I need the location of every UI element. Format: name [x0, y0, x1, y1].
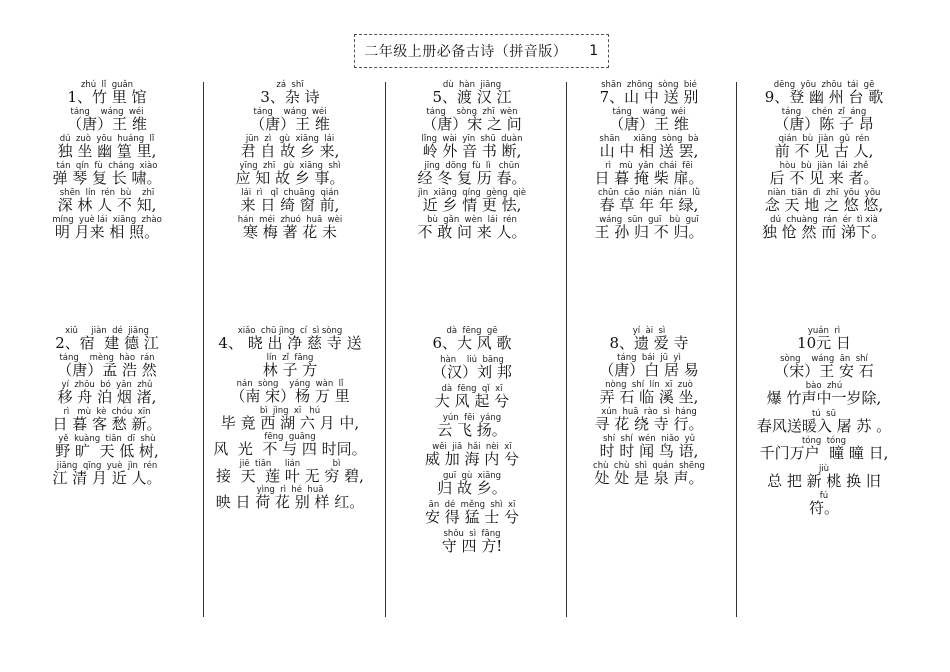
- poem-line: [201, 405, 379, 432]
- poem-line: [560, 434, 738, 460]
- hanzi-text: 移 舟 泊 烟 渚,: [57, 388, 157, 406]
- poem-line: [201, 432, 379, 458]
- pinyin-text: hòu bù jiàn lái zhě: [779, 161, 869, 171]
- hanzi-text: 守 四 方!: [441, 537, 503, 555]
- poem-title-line: [735, 326, 913, 352]
- poem-line: [18, 407, 196, 433]
- pinyin-text: yí ài sì: [632, 326, 666, 336]
- pinyin-text: táng wáng wéi: [612, 107, 686, 117]
- hanzi-text: 弄 石 临 溪 坐,: [599, 388, 699, 406]
- hanzi-text: 后 不 见 来 者。: [769, 169, 879, 187]
- poem-line: [383, 134, 561, 160]
- hanzi-text: 王 孙 归 不 归。: [594, 223, 704, 241]
- poem-line: [383, 215, 561, 241]
- poem-line: [18, 461, 196, 487]
- pinyin-text: qián bù jiàn gǔ rén: [778, 134, 870, 144]
- pinyin-text: míng yuè lái xiāng zhào: [52, 215, 162, 225]
- poem-line: [735, 188, 913, 214]
- pinyin-text: táng wáng wéi: [70, 107, 144, 117]
- poem-line: [735, 134, 913, 160]
- poem-line: [18, 188, 196, 214]
- poem-line: [735, 107, 913, 133]
- pinyin-text: sòng wáng ān shí: [780, 353, 868, 364]
- pinyin-text: tán qín fù cháng xiào: [56, 161, 158, 171]
- poem-line: [201, 458, 379, 485]
- hanzi-text: 江 清 月 近 人。: [52, 469, 162, 487]
- pinyin-text: hán méi zhuó huā wèi: [237, 215, 343, 225]
- hanzi-text: （汉）刘 邦: [432, 363, 512, 381]
- pinyin-text: xiǔ jiàn dé jiāng: [65, 326, 149, 336]
- hanzi-text: 1、竹 里 馆: [67, 88, 147, 106]
- poem-title-line: [383, 326, 561, 352]
- hanzi-text: 5、渡 汉 江: [432, 88, 512, 106]
- poem-line: [18, 353, 196, 379]
- poem-line: [383, 471, 561, 497]
- poem-line: [18, 107, 196, 133]
- pinyin-text: lín zǐ fāng: [266, 352, 314, 363]
- poem-line: [735, 161, 913, 187]
- poem-line: [560, 134, 738, 160]
- hanzi-text: 10元 日: [797, 334, 851, 352]
- hanzi-text: 弹 琴 复 长 啸。: [52, 169, 162, 187]
- pinyin-text: táng sòng zhī wèn: [426, 107, 518, 117]
- poem-line: [18, 134, 196, 160]
- pinyin-text: bì jìng xī hú: [259, 405, 321, 416]
- poem-title-line: [735, 80, 913, 106]
- pinyin-text: yí zhōu bó yān zhǔ: [61, 380, 153, 390]
- pinyin-text: xiǎo chū jìng cí sì sòng: [237, 326, 343, 336]
- hanzi-text: 7、山 中 送 别: [599, 88, 699, 106]
- pinyin-text: xún huā rào sì háng: [601, 407, 697, 417]
- poem-line: [18, 215, 196, 241]
- pinyin-text: bù gǎn wèn lái rén: [427, 215, 517, 225]
- pinyin-text: niàn tiān dì zhī yōu yōu: [767, 188, 881, 198]
- hanzi-text: 安 得 猛 士 兮: [424, 508, 520, 526]
- pinyin-text: yīng zhī gù xiāng shì: [239, 161, 341, 171]
- hanzi-text: 3、杂 诗: [260, 88, 320, 106]
- pinyin-text: jiāng qīng yuè jìn rén: [56, 461, 158, 471]
- pinyin-text: lái rì qǐ chuāng qián: [241, 188, 339, 198]
- hanzi-text: 山 中 相 送 罢,: [599, 142, 699, 160]
- hanzi-text: 念 天 地 之 悠 悠,: [764, 196, 884, 214]
- hanzi-text: 日 暮 掩 柴 扉。: [594, 169, 704, 187]
- pinyin-text: táng mèng hào rán: [59, 353, 155, 363]
- hanzi-text: 风 光 不 与 四 时同。: [213, 440, 367, 458]
- pinyin-text: dú zuò yōu huáng lǐ: [59, 134, 155, 144]
- hanzi-text: 独 怆 然 而 涕下。: [761, 223, 887, 241]
- poem-line: [383, 500, 561, 526]
- poem-line: [383, 161, 561, 187]
- hanzi-text: 千门万户 曈 曈 日,: [759, 444, 889, 462]
- pinyin-text: yuán rì: [807, 326, 841, 336]
- pinyin-text: dú chuàng rán ér tì xià: [770, 215, 878, 225]
- pinyin-text: táng wáng wéi: [253, 107, 327, 117]
- poem-line: [201, 134, 379, 160]
- poem-title-line: [560, 80, 738, 106]
- hanzi-text: （宋）王 安 石: [774, 361, 874, 380]
- hanzi-text: 爆 竹声中一岁除,: [766, 389, 882, 407]
- hanzi-text: （唐）宋 之 问: [422, 115, 522, 133]
- pinyin-text: zá shī: [276, 80, 304, 90]
- hanzi-text: 威 加 海 内 兮: [424, 450, 520, 468]
- hanzi-text: 来 日 绮 窗 前,: [240, 196, 340, 214]
- pinyin-text: bào zhú: [805, 381, 843, 391]
- hanzi-text: 寒 梅 著 花 未: [242, 223, 338, 241]
- hanzi-text: 独 坐 幽 篁 里,: [57, 142, 157, 160]
- poem-line: [201, 161, 379, 187]
- page-title: 二年级上册必备古诗（拼音版）: [364, 44, 568, 60]
- pinyin-text: tóng tóng: [801, 436, 847, 446]
- hanzi-text: 归 故 乡。: [437, 479, 507, 497]
- poem-line: [560, 461, 738, 487]
- pinyin-text: chù chù shì quán shēng: [593, 461, 705, 471]
- pinyin-text: lǐng wài yīn shū duàn: [421, 134, 523, 144]
- poem-line: [735, 215, 913, 241]
- pinyin-text: nán sòng yáng wàn lǐ: [236, 379, 344, 389]
- poem-line: [560, 107, 738, 133]
- hanzi-text: 总 把 新 桃 换 旧: [767, 471, 881, 490]
- hanzi-text: 经 冬 复 历 春。: [417, 169, 527, 187]
- hanzi-text: （唐）孟 浩 然: [57, 361, 157, 379]
- poem-line: [201, 188, 379, 214]
- pinyin-text: táng chén zǐ áng: [781, 107, 867, 117]
- pinyin-text: ān dé měng shì xī: [428, 500, 516, 510]
- poem-line: [735, 408, 913, 435]
- hanzi-text: 时 时 闻 鸟 语,: [599, 442, 699, 460]
- hanzi-text: 日 暮 客 愁 新。: [52, 415, 162, 433]
- pinyin-text: dēng yōu zhōu tái gē: [773, 80, 875, 90]
- poem-line: [201, 352, 379, 379]
- pinyin-text: shǒu sì fāng: [443, 529, 501, 539]
- poem-line: [383, 529, 561, 555]
- poem-line: [201, 215, 379, 241]
- pinyin-text: yún fēi yáng: [442, 413, 502, 423]
- poem-line: [383, 355, 561, 381]
- poem-line: [383, 413, 561, 439]
- poem-line: [560, 407, 738, 433]
- hanzi-text: （唐）陈 子 昂: [774, 115, 874, 133]
- pinyin-text: rì mù kè chóu xīn: [63, 407, 151, 417]
- hanzi-text: （唐）王 维: [250, 115, 330, 133]
- pinyin-text: zhú lǐ guǎn: [80, 80, 134, 90]
- pinyin-text: yě kuàng tiān dī shù: [58, 434, 156, 444]
- poem-line: [560, 215, 738, 241]
- hanzi-text: 接 天 莲 叶 无 穷 碧,: [216, 466, 364, 485]
- poem-line: [18, 380, 196, 406]
- hanzi-text: 近 乡 情 更 怯,: [422, 196, 522, 214]
- pinyin-text: shēn lín rén bù zhī: [59, 188, 155, 198]
- pinyin-text: jìn xiāng qíng gèng qiè: [417, 188, 527, 198]
- poem-title-line: [18, 326, 196, 352]
- pinyin-text: guī gù xiāng: [442, 471, 502, 481]
- pinyin-text: dà fēng gē: [446, 326, 498, 336]
- poem-line: [383, 384, 561, 410]
- hanzi-text: 寻 花 绕 寺 行。: [594, 415, 704, 433]
- pinyin-text: wēi jiā hǎi nèi xī: [432, 442, 512, 452]
- pinyin-text: jīng dōng fù lì chūn: [424, 161, 520, 171]
- poem-line: [560, 188, 738, 214]
- hanzi-text: 春风送暖入 屠 苏 。: [756, 416, 892, 435]
- hanzi-text: 深 林 人 不 知,: [57, 196, 157, 214]
- hanzi-text: 8、遗 爱 寺: [609, 334, 689, 352]
- poem-line: [383, 188, 561, 214]
- poem-title-line: [201, 80, 379, 106]
- hanzi-text: 明 月来 相 照。: [54, 223, 160, 241]
- hanzi-text: 9、登 幽 州 台 歌: [764, 88, 884, 106]
- hanzi-text: 毕 竟 西 湖 六 月 中,: [220, 413, 360, 432]
- pinyin-text: fēng guāng: [264, 432, 316, 442]
- hanzi-text: 春 草 年 年 绿,: [599, 196, 699, 214]
- hanzi-text: （唐）王 维: [67, 115, 147, 133]
- hanzi-text: 6、大 风 歌: [432, 334, 512, 352]
- pinyin-text: chūn cǎo nián nián lǜ: [598, 188, 700, 198]
- hanzi-text: 2、宿 建 德 江: [55, 334, 159, 352]
- poem-line: [560, 353, 738, 379]
- hanzi-text: 处 处 是 泉 声。: [594, 469, 704, 487]
- poem-line: [735, 491, 913, 517]
- pinyin-text: jiù: [818, 463, 830, 474]
- hanzi-text: 4、 晓 出 净 慈 寺 送: [218, 334, 362, 352]
- pinyin-text: rì mù yǎn chái fēi: [605, 161, 693, 171]
- pinyin-text: shān xiāng sòng bà: [599, 134, 699, 144]
- hanzi-text: 君 自 故 乡 来,: [240, 142, 340, 160]
- poem-line: [560, 380, 738, 406]
- poem-line: [735, 381, 913, 407]
- poem-line: [201, 485, 379, 511]
- pinyin-text: wáng sūn guī bù guī: [599, 215, 699, 225]
- pinyin-text: yìng rì hé huā: [256, 485, 324, 495]
- hanzi-text: 野 旷 天 低 树,: [55, 442, 159, 460]
- poem-title-line: [560, 326, 738, 352]
- poem-line: [18, 434, 196, 460]
- pinyin-text: hàn liú bāng: [440, 355, 504, 365]
- poem-line: [383, 442, 561, 468]
- poem-line: [201, 379, 379, 405]
- hanzi-text: 前 不 见 古 人,: [774, 142, 874, 160]
- hanzi-text: （唐）白 居 易: [599, 361, 699, 379]
- poem-line: [560, 161, 738, 187]
- page-number: 1: [589, 43, 599, 59]
- hanzi-text: 云 飞 扬。: [437, 421, 507, 439]
- hanzi-text: （唐）王 维: [609, 115, 689, 133]
- pinyin-text: shān zhōng sòng bié: [601, 80, 697, 90]
- pinyin-text: tú sū: [812, 408, 836, 419]
- hanzi-text: （南 宋）杨 万 里: [230, 387, 350, 405]
- hanzi-text: 大 风 起 兮: [434, 392, 510, 410]
- poem-line: [735, 436, 913, 462]
- poem-title-line: [201, 326, 379, 352]
- pinyin-text: dà fēng qǐ xī: [441, 384, 503, 394]
- pinyin-text: dù hàn jiāng: [442, 80, 502, 90]
- pinyin-text: jūn zì gù xiāng lái: [245, 134, 335, 144]
- poem-title-line: [383, 80, 561, 106]
- pinyin-text: shí shí wén niǎo yǔ: [602, 434, 696, 444]
- hanzi-text: 岭 外 音 书 断,: [422, 142, 522, 160]
- poem-title-line: [18, 80, 196, 106]
- poem-line: [201, 107, 379, 133]
- page-title-box: [354, 34, 609, 68]
- hanzi-text: 林 子 方: [262, 360, 318, 379]
- pinyin-text: fú: [819, 491, 829, 501]
- pinyin-text: nòng shí lín xī zuò: [605, 380, 693, 390]
- pinyin-text: jiē tiān lián bì: [239, 458, 341, 469]
- pinyin-text: táng bái jū yì: [617, 353, 681, 363]
- poem-line: [383, 107, 561, 133]
- poem-line: [735, 463, 913, 490]
- hanzi-text: 不 敢 问 来 人。: [417, 223, 527, 241]
- hanzi-text: 符。: [808, 499, 839, 517]
- hanzi-text: 应 知 故 乡 事。: [235, 169, 345, 187]
- poem-line: [18, 161, 196, 187]
- poem-line: [735, 353, 913, 380]
- hanzi-text: 映 日 荷 花 别 样 红。: [215, 493, 365, 511]
